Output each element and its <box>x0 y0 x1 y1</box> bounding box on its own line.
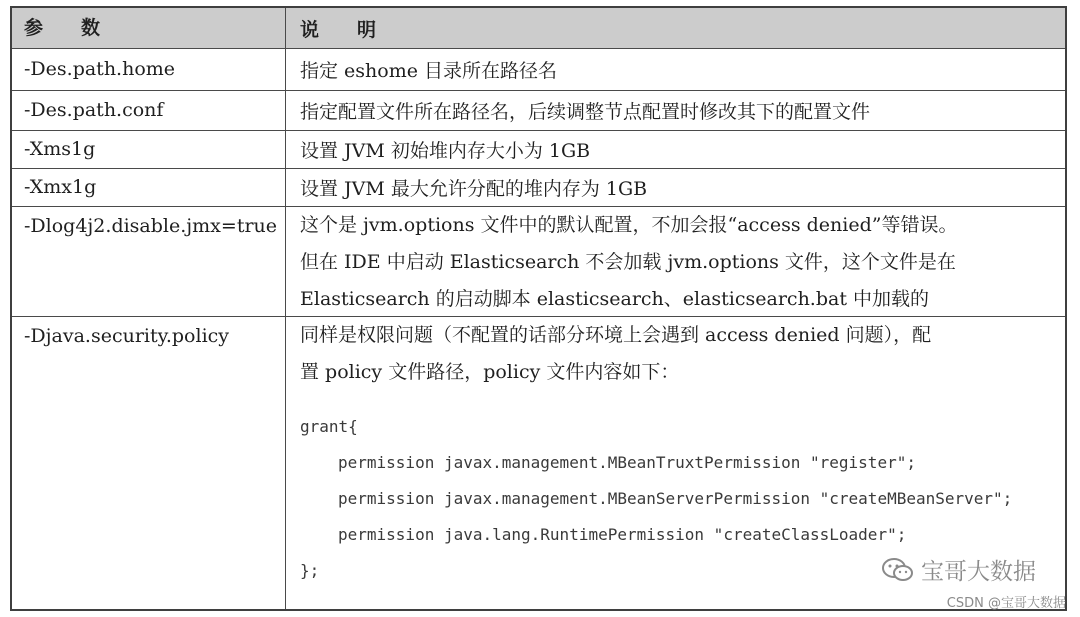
description-line: 置 policy 文件路径，policy 文件内容如下： <box>300 361 680 383</box>
description-cell: 指定配置文件所在路径名，后续调整节点配置时修改其下的配置文件 <box>300 101 871 123</box>
description-line: Elasticsearch 的启动脚本 elasticsearch、elasticsearch.bat 中加载的 <box>300 288 930 310</box>
param-cell: -Djava.security.policy <box>12 317 286 609</box>
param-cell: -Dlog4j2.disable.jmx=true <box>12 207 286 316</box>
watermark <box>881 553 1036 586</box>
description-cell <box>287 207 1065 316</box>
header-description: 说 明 <box>300 18 377 41</box>
parameter-table <box>10 6 1067 611</box>
table-row <box>12 90 1065 130</box>
param-cell: -Des.path.home <box>12 49 286 90</box>
description-line: 但在 IDE 中启动 Elasticsearch 不会加载 jvm.options 文件，这个文件是在 <box>300 251 956 273</box>
code-line: }; <box>300 561 320 580</box>
table-header-row <box>12 8 1065 48</box>
param-cell: -Xms1g <box>12 131 286 168</box>
table-row <box>12 168 1065 206</box>
watermark-text: 宝哥大数据 <box>921 559 1036 585</box>
wechat-icon <box>881 557 915 583</box>
code-line: permission javax.management.MBeanTruxtPermission "register"; <box>338 453 916 472</box>
code-line: permission javax.management.MBeanServerPermission "createMBeanServer"; <box>338 489 1013 508</box>
description-line: 同样是权限问题（不配置的话部分环境上会遇到 access denied 问题），配 <box>300 324 932 346</box>
table-row <box>12 206 1065 316</box>
header-param: 参 数 <box>12 8 286 48</box>
code-line: permission java.lang.RuntimePermission "createClassLoader"; <box>338 525 907 544</box>
param-cell: -Xmx1g <box>12 169 286 206</box>
param-cell: -Des.path.conf <box>12 91 286 130</box>
description-cell: 指定 eshome 目录所在路径名 <box>300 60 558 82</box>
description-line: 这个是 jvm.options 文件中的默认配置，不加会报“access denied”等错误。 <box>300 214 958 236</box>
table-row <box>12 130 1065 168</box>
code-line: grant{ <box>300 417 358 436</box>
csdn-credit: CSDN @宝哥大数据 <box>946 596 1066 611</box>
description-cell: 设置 JVM 初始堆内存大小为 1GB <box>300 140 591 162</box>
description-cell: 设置 JVM 最大允许分配的堆内存为 1GB <box>300 178 648 200</box>
table-row <box>12 48 1065 90</box>
